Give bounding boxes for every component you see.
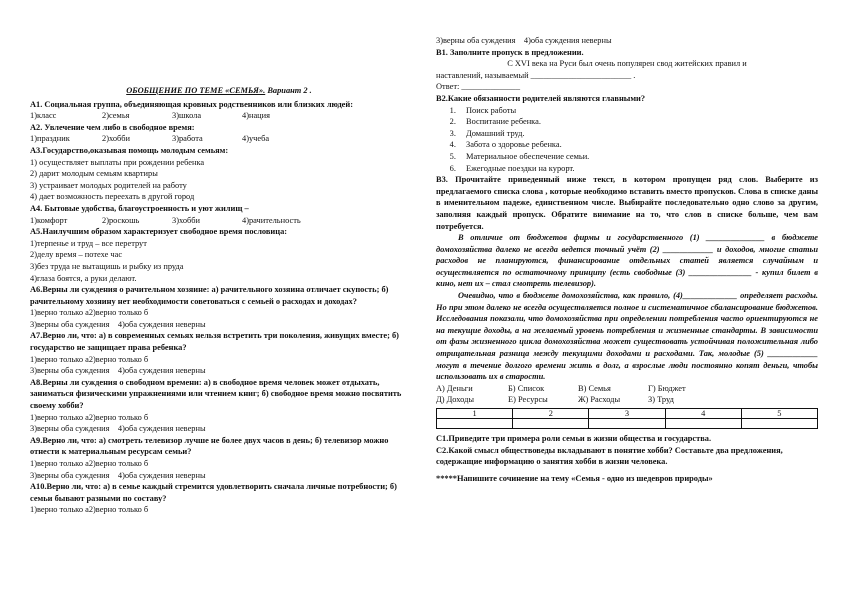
options-a9-row1 — [30, 458, 408, 470]
option: 3)верны оба суждения — [30, 366, 110, 376]
right-column — [436, 35, 818, 484]
question-b3-intro: В3. Прочитайте приведенный ниже текст, в котором пропущен ряд слов. Выберите из предлагаемого списка слова , которые необходимо вставить вместо пропусков. Слова в списке даны в именительном падеже, единственном числе. Выбирайте последовательно одно слово за другим, заполняя каждый пропуск. Обратите внимание на то, что слов в списке больше, чем вам потребуется. — [436, 175, 818, 231]
question-a9: А9.Верно ли, что: а) смотреть телевизор лучше не более двух часов в день; б) телевизор можно отнести к материальным ресурсам семьи? — [30, 435, 389, 457]
option: 4)учеба — [242, 134, 270, 144]
question-a7: А7.Верно ли, что: а) в современных семьях нельзя встретить три поколения, живущих вместе; б) государство не защищает права ребенка? — [30, 331, 399, 353]
option: 3)верны оба суждения — [30, 470, 110, 480]
options-a7-row1 — [30, 354, 408, 366]
table-header-cell: 5 — [741, 409, 817, 419]
question-c2: С2.Какой смысл обществоведы вкладывают в понятие хобби? Составьте два предложения, содержащие информацию о занятия хобби в жизни человека. — [436, 445, 783, 467]
table-header-row — [437, 409, 818, 419]
b2-list — [436, 105, 818, 175]
question-a1: А1. Социальная группа, объединяющая кровных родственников или близких людей: — [30, 99, 354, 109]
table-header-cell: 3 — [589, 409, 665, 419]
question-a5: А5.Наилучшим образом характеризует свободное время пословица: — [30, 227, 288, 237]
title-variant: Вариант 2 . — [265, 86, 312, 95]
worksheet-title — [30, 85, 408, 97]
options-a10-row1 — [30, 504, 408, 516]
word-option: А) Деньги — [436, 383, 473, 393]
list-item: 5. Материальное обеспечение семьи. — [458, 151, 818, 163]
list-item: 6. Ежегодные поездки на курорт. — [458, 163, 818, 175]
list-item: 1. Поиск работы — [458, 105, 818, 117]
option: 1)праздник — [30, 134, 70, 144]
option: 2)семья — [102, 111, 130, 121]
option: 1)комфорт — [30, 215, 68, 225]
options-a4 — [30, 215, 408, 227]
option: 3)работа — [172, 134, 203, 144]
option: 2)хобби — [102, 134, 131, 144]
options-a1 — [30, 110, 408, 122]
option: 2)верно только б — [88, 354, 149, 364]
option: 3)хобби — [172, 215, 201, 225]
options-a10-row2 — [436, 35, 818, 47]
table-answer-cell — [513, 419, 589, 429]
option: 3)верны оба суждения — [30, 319, 110, 329]
options-a7-row2 — [30, 365, 408, 377]
word-option: Г) Бюджет — [648, 383, 686, 393]
options-a8-row1 — [30, 412, 408, 424]
option: 2)верно только б — [88, 412, 149, 422]
b1-answer-line: Ответ: ______________ — [436, 82, 521, 92]
options-a6-row1 — [30, 307, 408, 319]
question-a3: А3.Государство,оказывая помощь молодым семьям: — [30, 145, 229, 155]
table-answer-cell — [589, 419, 665, 429]
table-answer-row — [437, 419, 818, 429]
options-a8-row2 — [30, 423, 408, 435]
b3-answer-table — [436, 408, 818, 429]
left-column — [30, 85, 408, 516]
option: 3)без труда не вытащишь и рыбку из пруда — [30, 261, 184, 271]
option: 4)рачительность — [242, 215, 301, 225]
word-option: Ж) Расходы — [578, 395, 621, 405]
option: 1)класс — [30, 111, 57, 121]
title-topic: ОБОБЩЕНИЕ ПО ТЕМЕ «СЕМЬЯ». — [126, 86, 266, 95]
table-answer-cell — [437, 419, 513, 429]
option: 3)верны оба суждения — [436, 36, 516, 45]
table-header-cell: 2 — [513, 409, 589, 419]
option: 4)оба суждения неверны — [523, 36, 612, 45]
question-a6: А6.Верны ли суждения о рачительном хозяине: а) рачительного хозяина отличает скупость; б) рачительному хозяину нет необходимости советоваться с семьей о расходах и доходах? — [30, 285, 389, 306]
option: 1)терпенье и труд – все перетрут — [30, 238, 147, 248]
question-b1: В1. Заполните пропуск в предложении. — [436, 47, 584, 57]
question-a10: А10.Верно ли, что: а) в семье каждый стремится удовлетворить сначала личные потребности; б) семьи бывают разными по составу? — [30, 482, 397, 503]
option: 1)верно только а — [30, 354, 89, 364]
b3-paragraph-1: В отличие от бюджетов фирмы и государственного (1) ______________ в бюджете домохозяйства далеко не всегда ведется точный учёт (2) ____________ и доходов, многие статьи расходов не планируются, финансирование отдельных статей является случайным и осуществляется по остаточному принципу (есть свободные (3) _______________ - купил билет в кино, нет их – стал смотреть телевизор). — [436, 233, 818, 289]
table-answer-cell — [741, 419, 817, 429]
option: 1) осуществляет выплаты при рождении ребенка — [30, 157, 205, 167]
option: 4)глаза боятся, а руки делают. — [30, 273, 137, 283]
question-a4: А4. Бытовые удобства, благоустроенность и уют жилищ – — [30, 203, 249, 213]
question-a8: А8.Верны ли суждения о свободном времени: а) в свободное время человек может отдыхать, заниматься физическими упражнениями или чтением книг; б) свободное время можно посвятить своему хобби? — [30, 377, 402, 411]
b1-sentence-line2: наставлений, называемый ________________________ . — [436, 70, 636, 80]
table-header-cell: 4 — [665, 409, 741, 419]
question-b2: В2.Какие обязанности родителей являются главными? — [436, 93, 646, 103]
option: 3)верны оба суждения — [30, 424, 110, 434]
option: 1)верно только а — [30, 308, 89, 318]
options-a6-row2 — [30, 319, 408, 331]
options-a9-row2 — [30, 470, 408, 482]
b1-sentence-line1: С XVI века на Руси был очень популярен свод житейских правил и — [507, 59, 747, 69]
word-option: Б) Список — [508, 383, 545, 393]
list-item: 4. Забота о здоровье ребенка. — [458, 139, 818, 151]
table-answer-cell — [665, 419, 741, 429]
option: 2)роскошь — [102, 215, 140, 225]
table-header-cell: 1 — [437, 409, 513, 419]
option: 4) дает возможность переехать в другой город — [30, 192, 195, 202]
question-a2: А2. Увлечение чем либо в свободное время: — [30, 122, 195, 132]
b3-paragraph-2: Очевидно, что в бюджете домохозяйства, как правило, (4)_____________ определяет расходы. Но при этом далеко не всегда осуществляется полное и систематичное сбалансирование бюджетов. Исследования показали, что домохозяйства при определении потребления часто ориентируются не на текущие доходы, а на желаемый уровень потребления и жизненные стандарты. В зависимости от фазы жизненного цикла домохозяйства может существовать устойчивая положительная либо отрицательная разница между текущими доходами и расходами. Так, молодые (5) ____________ могут в течение долгого времени жить в долг, а взрослые люди постоянно копят деньги, чтобы использовать их в старости. — [436, 291, 818, 382]
option: 2) дарит молодым семьям квартиры — [30, 169, 158, 179]
word-option: В) Семья — [578, 383, 611, 393]
b3-word-list-row1 — [436, 383, 818, 395]
option: 2)верно только б — [88, 505, 149, 515]
options-a2 — [30, 133, 408, 145]
option: 2)делу время – потехе час — [30, 250, 123, 260]
option: 3) устраивает молодых родителей на работу — [30, 180, 187, 190]
option: 4)оба суждения неверны — [117, 424, 206, 434]
question-c1: С1.Приведите три примера роли семьи в жизни общества и государства. — [436, 434, 712, 443]
option: 4)оба суждения неверны — [117, 470, 206, 480]
option: 2)верно только б — [88, 459, 149, 468]
word-option: Д) Доходы — [436, 395, 474, 405]
option: 2)верно только б — [88, 308, 149, 318]
list-item: 3. Домашний труд. — [458, 128, 818, 140]
option: 1)верно только а — [30, 459, 89, 468]
word-option: З) Труд — [648, 395, 674, 405]
essay-task: *****Напишите сочинение на тему «Семья - одно из шедевров природы» — [436, 473, 713, 483]
option: 3)школа — [172, 111, 202, 121]
option: 4)оба суждения неверны — [117, 366, 206, 376]
option: 4)нация — [242, 111, 270, 121]
word-option: Е) Ресурсы — [508, 395, 548, 405]
option: 1)верно только а — [30, 505, 89, 515]
option: 4)оба суждения неверны — [117, 319, 206, 329]
b3-word-list-row2 — [436, 394, 818, 406]
option: 1)верно только а — [30, 412, 89, 422]
list-item: 2. Воспитание ребенка. — [458, 116, 818, 128]
